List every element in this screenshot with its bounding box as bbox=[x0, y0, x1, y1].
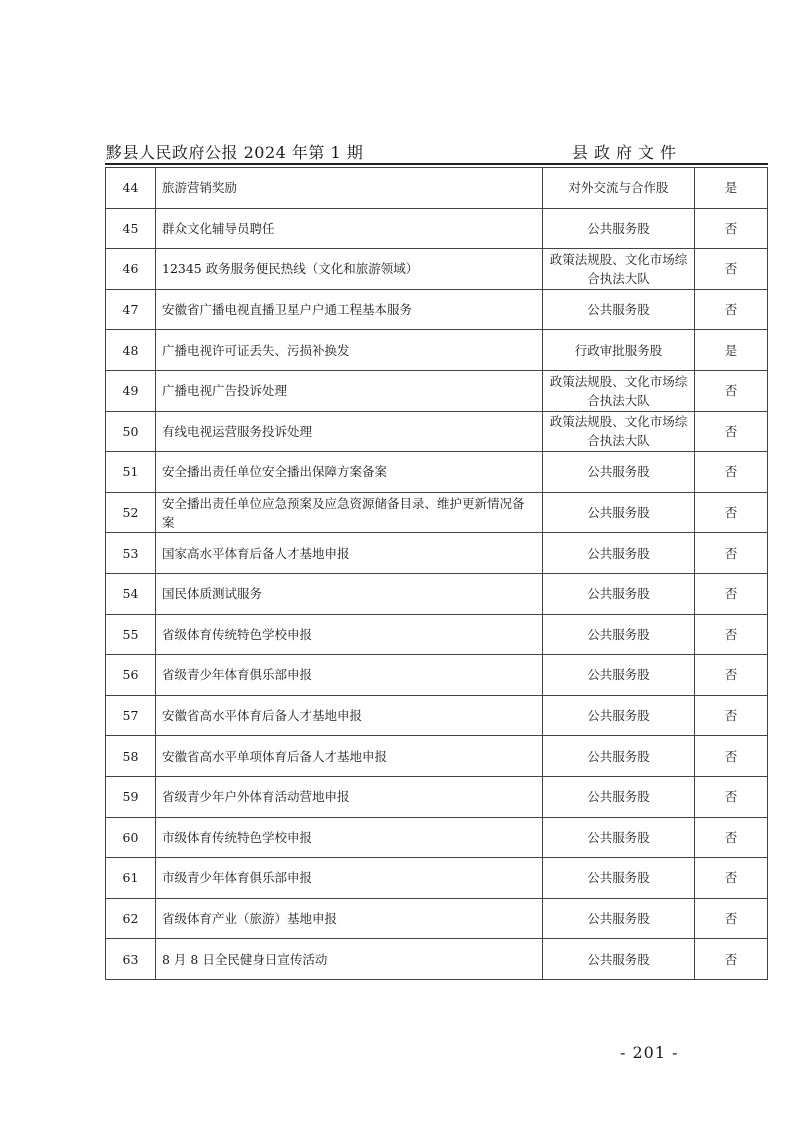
item-flag: 否 bbox=[695, 370, 768, 411]
item-flag: 否 bbox=[695, 939, 768, 980]
item-number: 58 bbox=[106, 736, 156, 777]
item-department: 公共服务股 bbox=[543, 492, 695, 533]
item-name: 群众文化辅导员聘任 bbox=[156, 208, 543, 249]
table-row bbox=[106, 776, 768, 817]
item-name: 省级青少年户外体育活动营地申报 bbox=[156, 776, 543, 817]
item-department: 对外交流与合作股 bbox=[543, 168, 695, 209]
item-flag: 否 bbox=[695, 452, 768, 493]
item-flag: 否 bbox=[695, 776, 768, 817]
item-number: 61 bbox=[106, 858, 156, 899]
table-row bbox=[106, 939, 768, 980]
item-name: 安全播出责任单位应急预案及应急资源储备目录、维护更新情况备案 bbox=[156, 492, 543, 533]
item-number: 48 bbox=[106, 330, 156, 371]
page-number: - 201 - bbox=[620, 1043, 679, 1062]
item-name: 安徽省广播电视直播卫星户户通工程基本服务 bbox=[156, 289, 543, 330]
item-number: 47 bbox=[106, 289, 156, 330]
table-row bbox=[106, 614, 768, 655]
item-number: 63 bbox=[106, 939, 156, 980]
bulletin-title: 黟县人民政府公报 2024 年第 1 期 bbox=[106, 143, 364, 162]
item-name: 安徽省高水平体育后备人才基地申报 bbox=[156, 695, 543, 736]
item-number: 49 bbox=[106, 370, 156, 411]
table-body bbox=[106, 168, 768, 980]
item-number: 56 bbox=[106, 655, 156, 696]
item-flag: 否 bbox=[695, 614, 768, 655]
item-department: 公共服务股 bbox=[543, 939, 695, 980]
item-department: 公共服务股 bbox=[543, 898, 695, 939]
item-department: 公共服务股 bbox=[543, 858, 695, 899]
item-flag: 否 bbox=[695, 736, 768, 777]
item-department: 公共服务股 bbox=[543, 573, 695, 614]
item-flag: 否 bbox=[695, 695, 768, 736]
item-name: 广播电视广告投诉处理 bbox=[156, 370, 543, 411]
item-department: 政策法规股、文化市场综合执法大队 bbox=[543, 249, 695, 290]
item-flag: 否 bbox=[695, 898, 768, 939]
item-number: 57 bbox=[106, 695, 156, 736]
item-number: 52 bbox=[106, 492, 156, 533]
item-department: 公共服务股 bbox=[543, 533, 695, 574]
item-flag: 否 bbox=[695, 208, 768, 249]
item-flag: 否 bbox=[695, 858, 768, 899]
item-name: 省级青少年体育俱乐部申报 bbox=[156, 655, 543, 696]
table-row bbox=[106, 573, 768, 614]
item-number: 50 bbox=[106, 411, 156, 452]
item-number: 53 bbox=[106, 533, 156, 574]
table-row bbox=[106, 655, 768, 696]
item-flag: 否 bbox=[695, 289, 768, 330]
item-flag: 否 bbox=[695, 817, 768, 858]
table-row bbox=[106, 249, 768, 290]
table-row bbox=[106, 370, 768, 411]
item-name: 市级体育传统特色学校申报 bbox=[156, 817, 543, 858]
item-name: 省级体育产业（旅游）基地申报 bbox=[156, 898, 543, 939]
item-name: 旅游营销奖励 bbox=[156, 168, 543, 209]
item-name: 市级青少年体育俱乐部申报 bbox=[156, 858, 543, 899]
item-flag: 否 bbox=[695, 492, 768, 533]
section-title: 县政府文件 bbox=[572, 143, 683, 162]
item-flag: 否 bbox=[695, 249, 768, 290]
item-name: 有线电视运营服务投诉处理 bbox=[156, 411, 543, 452]
item-department: 公共服务股 bbox=[543, 817, 695, 858]
item-number: 59 bbox=[106, 776, 156, 817]
item-department: 公共服务股 bbox=[543, 452, 695, 493]
item-department: 公共服务股 bbox=[543, 776, 695, 817]
table-row bbox=[106, 695, 768, 736]
item-department: 公共服务股 bbox=[543, 208, 695, 249]
service-items-table bbox=[105, 167, 768, 980]
table-row bbox=[106, 858, 768, 899]
table-row bbox=[106, 533, 768, 574]
item-name: 广播电视许可证丢失、污损补换发 bbox=[156, 330, 543, 371]
item-flag: 否 bbox=[695, 655, 768, 696]
table-row bbox=[106, 736, 768, 777]
item-name: 国家高水平体育后备人才基地申报 bbox=[156, 533, 543, 574]
item-department: 公共服务股 bbox=[543, 736, 695, 777]
item-number: 60 bbox=[106, 817, 156, 858]
table-row bbox=[106, 330, 768, 371]
item-number: 46 bbox=[106, 249, 156, 290]
item-name: 12345 政务服务便民热线（文化和旅游领域） bbox=[156, 249, 543, 290]
item-name: 国民体质测试服务 bbox=[156, 573, 543, 614]
item-flag: 否 bbox=[695, 573, 768, 614]
table-row bbox=[106, 817, 768, 858]
item-number: 55 bbox=[106, 614, 156, 655]
table-row bbox=[106, 208, 768, 249]
item-flag: 否 bbox=[695, 411, 768, 452]
item-flag: 否 bbox=[695, 533, 768, 574]
table-row bbox=[106, 492, 768, 533]
item-flag: 是 bbox=[695, 330, 768, 371]
item-name: 安全播出责任单位安全播出保障方案备案 bbox=[156, 452, 543, 493]
item-name: 省级体育传统特色学校申报 bbox=[156, 614, 543, 655]
item-department: 政策法规股、文化市场综合执法大队 bbox=[543, 411, 695, 452]
table-row bbox=[106, 898, 768, 939]
item-number: 54 bbox=[106, 573, 156, 614]
item-name: 安徽省高水平单项体育后备人才基地申报 bbox=[156, 736, 543, 777]
item-department: 公共服务股 bbox=[543, 695, 695, 736]
item-department: 政策法规股、文化市场综合执法大队 bbox=[543, 370, 695, 411]
item-number: 44 bbox=[106, 168, 156, 209]
table-row bbox=[106, 289, 768, 330]
item-department: 公共服务股 bbox=[543, 289, 695, 330]
header-rule bbox=[105, 163, 768, 165]
item-number: 45 bbox=[106, 208, 156, 249]
item-number: 62 bbox=[106, 898, 156, 939]
item-department: 公共服务股 bbox=[543, 655, 695, 696]
table-row bbox=[106, 411, 768, 452]
table-row bbox=[106, 168, 768, 209]
item-name: 8 月 8 日全民健身日宣传活动 bbox=[156, 939, 543, 980]
table-row bbox=[106, 452, 768, 493]
item-department: 公共服务股 bbox=[543, 614, 695, 655]
item-number: 51 bbox=[106, 452, 156, 493]
item-department: 行政审批服务股 bbox=[543, 330, 695, 371]
item-flag: 是 bbox=[695, 168, 768, 209]
